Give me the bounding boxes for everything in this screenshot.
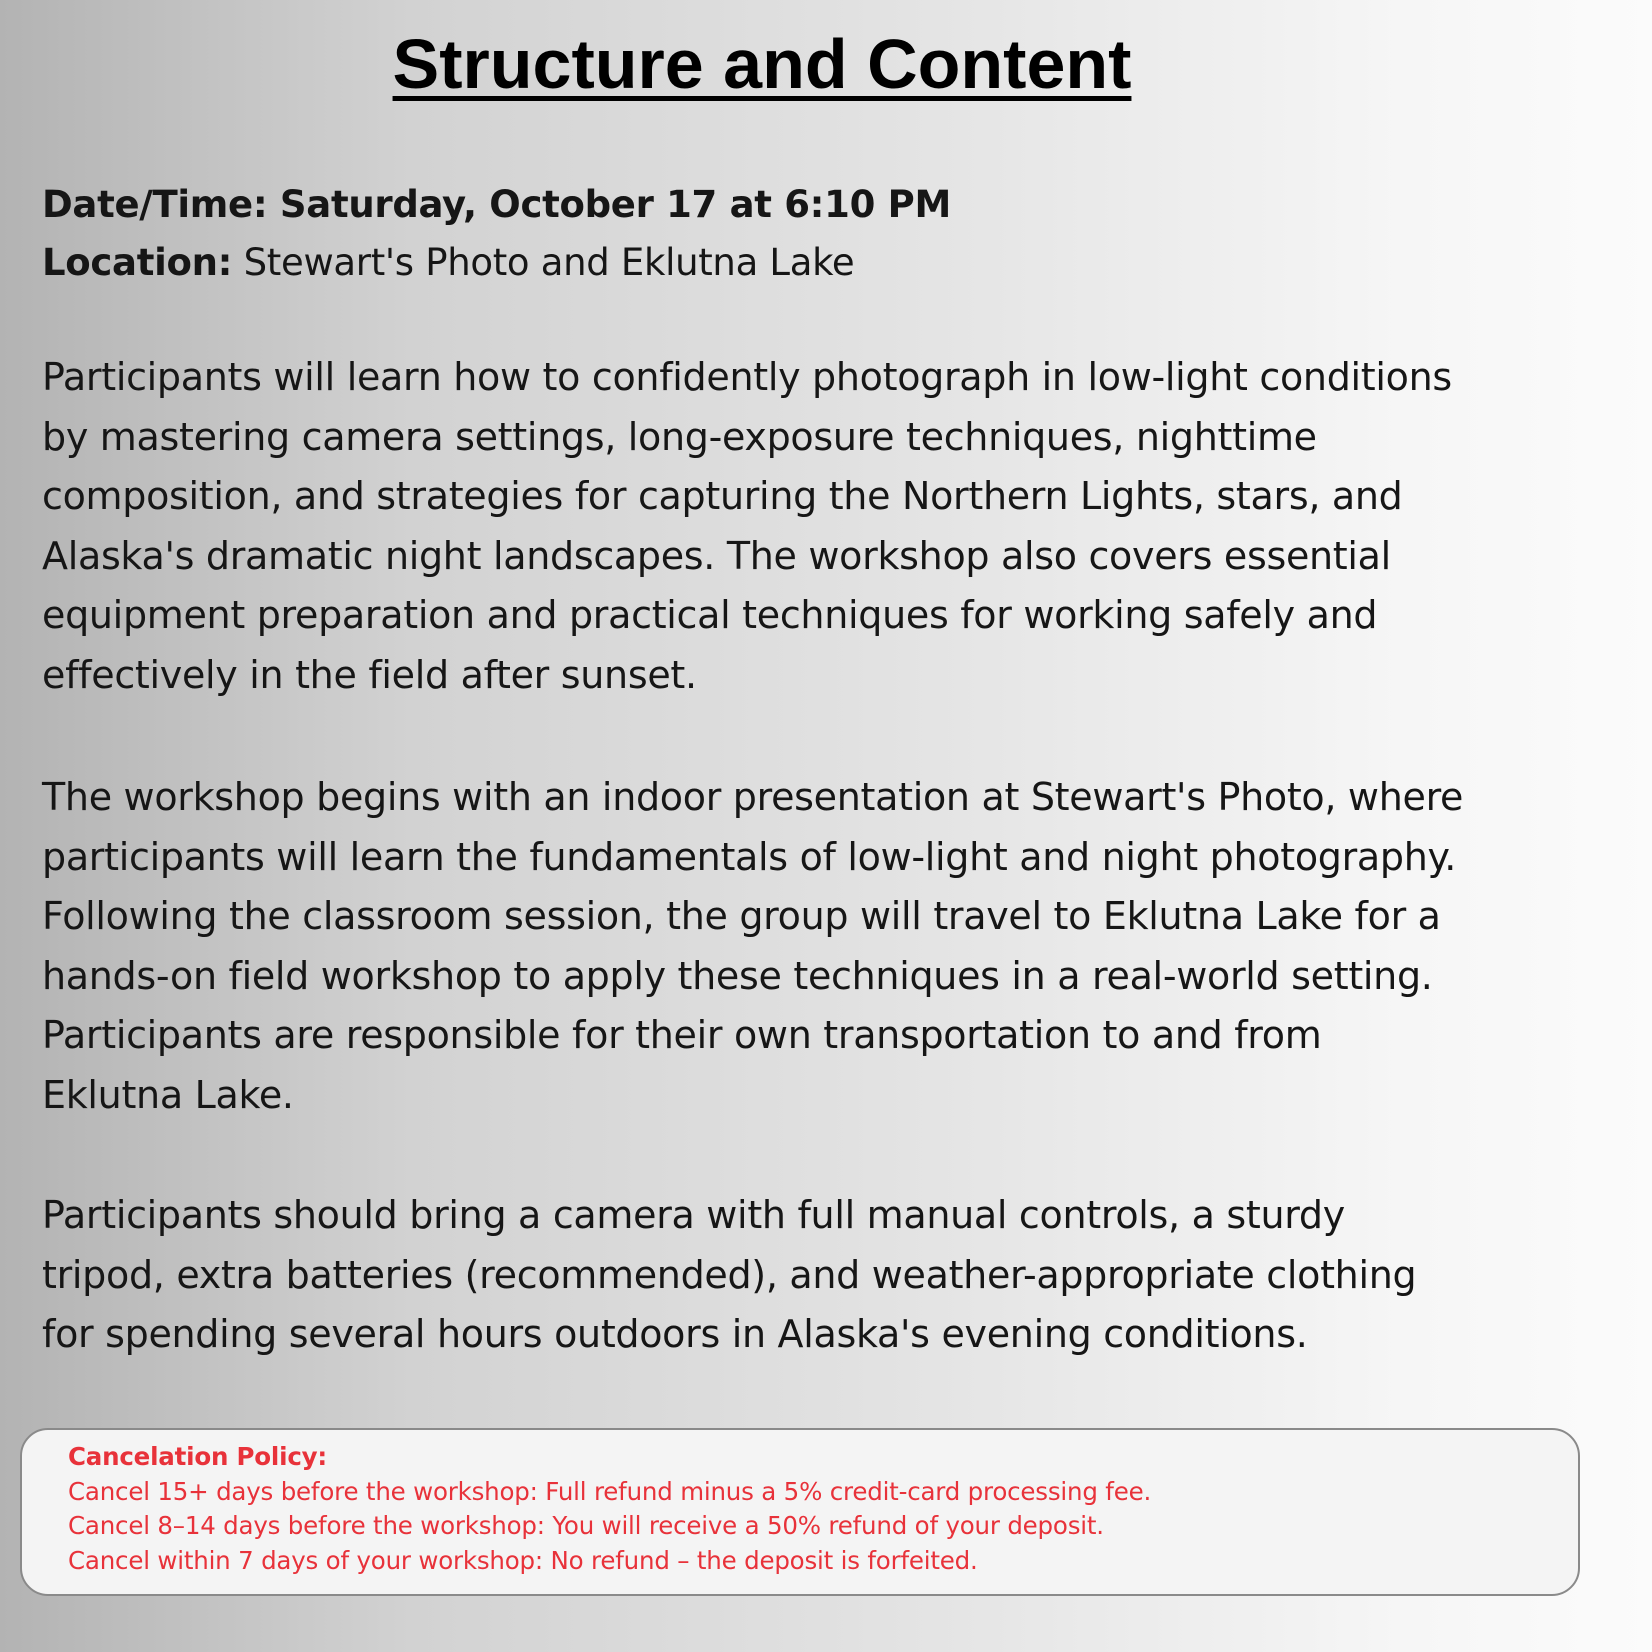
paragraph-line: Following the classroom session, the group will travel to Eklutna Lake for a xyxy=(42,894,1441,938)
paragraph-line: Alaska's dramatic night landscapes. The workshop also covers essential xyxy=(42,533,1391,578)
paragraph-line: Participants will learn how to confidently photograph in low-light conditions xyxy=(42,355,1452,399)
paragraph-line: tripod, extra batteries (recommended), and weather-appropriate clothing xyxy=(42,1252,1417,1297)
paragraph-line: for spending several hours outdoors in Alaska's evening conditions. xyxy=(42,1312,1308,1356)
paragraph-schedule xyxy=(42,768,1612,1125)
paragraph-what-to-bring xyxy=(42,1186,1612,1365)
paragraph-overview xyxy=(42,348,1612,705)
paragraph-line: by mastering camera settings, long-exposure techniques, nighttime xyxy=(42,414,1317,459)
cancellation-policy xyxy=(68,1440,1151,1578)
cancellation-item: Cancel 15+ days before the workshop: Full refund minus a 5% credit-card processing fee. xyxy=(68,1476,1152,1506)
cancellation-policy-box xyxy=(20,1428,1580,1596)
paragraph-line: participants will learn the fundamentals of low-light and night photography. xyxy=(42,834,1457,879)
location-label: Location: xyxy=(42,241,233,284)
paragraph-line: Participants should bring a camera with full manual controls, a sturdy xyxy=(42,1193,1345,1237)
event-location xyxy=(42,234,1602,292)
page-title: Structure and Content xyxy=(392,25,1132,103)
cancellation-item: Cancel 8–14 days before the workshop: You will receive a 50% refund of your deposit. xyxy=(68,1511,1104,1540)
paragraph-line: equipment preparation and practical techniques for working safely and xyxy=(42,593,1378,637)
paragraph-line: effectively in the field after sunset. xyxy=(42,652,697,697)
paragraph-line: hands-on field workshop to apply these techniques in a real-world setting. xyxy=(42,953,1433,998)
paragraph-line: Eklutna Lake. xyxy=(42,1072,294,1117)
location-value: Stewart's Photo and Eklutna Lake xyxy=(232,241,855,284)
paragraph-line: Participants are responsible for their own transportation to and from xyxy=(42,1013,1322,1057)
paragraph-line: composition, and strategies for capturing the Northern Lights, stars, and xyxy=(42,474,1403,518)
paragraph-line: The workshop begins with an indoor presentation at Stewart's Photo, where xyxy=(42,775,1464,819)
event-details xyxy=(42,176,1602,292)
cancellation-item: Cancel within 7 days of your workshop: No refund – the deposit is forfeited. xyxy=(68,1545,978,1575)
cancellation-heading: Cancelation Policy: xyxy=(68,1442,328,1471)
event-datetime: Date/Time: Saturday, October 17 at 6:10 PM xyxy=(42,183,951,226)
